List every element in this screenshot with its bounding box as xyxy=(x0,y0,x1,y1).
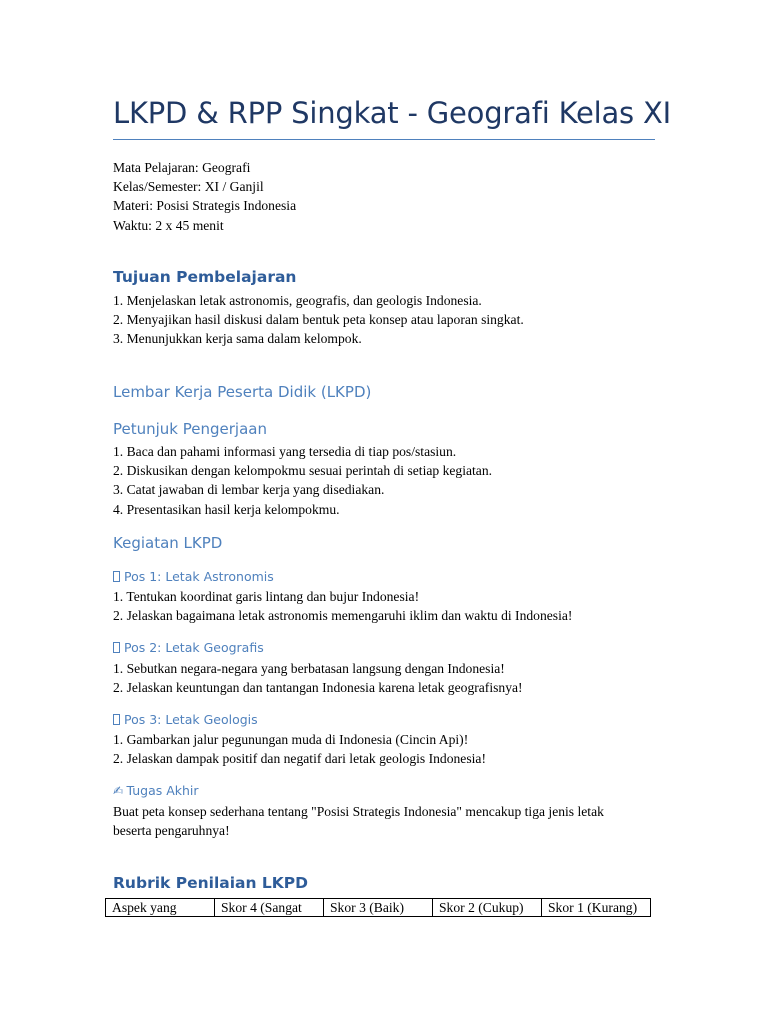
list-item: 1. Gambarkan jalur pegunungan muda di Indonesia (Cincin Api)! xyxy=(113,732,469,747)
list-item: 3. Catat jawaban di lembar kerja yang disediakan. xyxy=(113,482,385,498)
pos3-list xyxy=(113,730,486,768)
list-item: 2. Jelaskan keuntungan dan tantangan Indonesia karena letak geografisnya! xyxy=(113,680,523,696)
info-mapel: Mata Pelajaran: Geografi xyxy=(113,160,251,175)
table-header-cell: Skor 4 (Sangat xyxy=(215,899,324,917)
pos1-list xyxy=(113,587,572,625)
list-item: 2. Diskusikan dengan kelompokmu sesuai perintah di setiap kegiatan. xyxy=(113,463,493,479)
table-header-cell: Skor 3 (Baik) xyxy=(324,899,433,917)
lkpd-heading: Lembar Kerja Peserta Didik (LKPD) xyxy=(113,383,372,401)
pos3-heading: Pos 3: Letak Geologis xyxy=(113,712,258,727)
info-kelas: Kelas/Semester: XI / Ganjil xyxy=(113,179,264,195)
tujuan-list xyxy=(113,291,524,349)
petunjuk-heading: Petunjuk Pengerjaan xyxy=(113,420,267,438)
writing-hand-icon: ✍ xyxy=(113,783,124,798)
tugas-line: beserta pengaruhnya! xyxy=(113,823,230,839)
table-header-cell: Skor 1 (Kurang) xyxy=(542,899,651,917)
rubrik-table xyxy=(105,898,651,917)
table-header-cell: Skor 2 (Cukup) xyxy=(433,899,542,917)
document-title: LKPD & RPP Singkat - Geografi Kelas XI xyxy=(113,96,671,130)
table-row xyxy=(106,899,651,917)
missing-glyph-box-icon xyxy=(113,714,120,725)
pos1-heading: Pos 1: Letak Astronomis xyxy=(113,569,274,584)
info-materi: Materi: Posisi Strategis Indonesia xyxy=(113,198,297,214)
info-waktu: Waktu: 2 x 45 menit xyxy=(113,217,224,233)
list-item: 2. Jelaskan dampak positif dan negatif dari letak geologis Indonesia! xyxy=(113,751,486,767)
list-item: 3. Menunjukkan kerja sama dalam kelompok. xyxy=(113,331,362,347)
table-header-cell: Aspek yang xyxy=(106,899,215,917)
list-item: 1. Sebutkan negara-negara yang berbatasan langsung dengan Indonesia! xyxy=(113,661,505,676)
list-item: 4. Presentasikan hasil kerja kelompokmu. xyxy=(113,501,340,517)
list-item: 2. Menyajikan hasil diskusi dalam bentuk peta konsep atau laporan singkat. xyxy=(113,312,524,328)
info-block xyxy=(113,158,296,235)
title-underline xyxy=(113,139,655,140)
pos2-list xyxy=(113,659,523,697)
tujuan-heading: Tujuan Pembelajaran xyxy=(113,268,297,286)
kegiatan-heading: Kegiatan LKPD xyxy=(113,534,223,552)
list-item: 1. Baca dan pahami informasi yang tersedia di tiap pos/stasiun. xyxy=(113,444,457,459)
rubrik-heading: Rubrik Penilaian LKPD xyxy=(113,874,309,892)
missing-glyph-box-icon xyxy=(113,642,120,653)
list-item: 2. Jelaskan bagaimana letak astronomis memengaruhi iklim dan waktu di Indonesia! xyxy=(113,608,573,624)
pos2-heading: Pos 2: Letak Geografis xyxy=(113,640,264,655)
tugas-text xyxy=(113,802,604,840)
tugas-heading: ✍ Tugas Akhir xyxy=(113,783,199,798)
tugas-line: Buat peta konsep sederhana tentang "Posisi Strategis Indonesia" mencakup tiga jenis letak xyxy=(113,804,604,819)
petunjuk-list xyxy=(113,442,492,519)
list-item: 1. Menjelaskan letak astronomis, geografis, dan geologis Indonesia. xyxy=(113,293,482,308)
missing-glyph-box-icon xyxy=(113,571,120,582)
list-item: 1. Tentukan koordinat garis lintang dan bujur Indonesia! xyxy=(113,589,420,604)
